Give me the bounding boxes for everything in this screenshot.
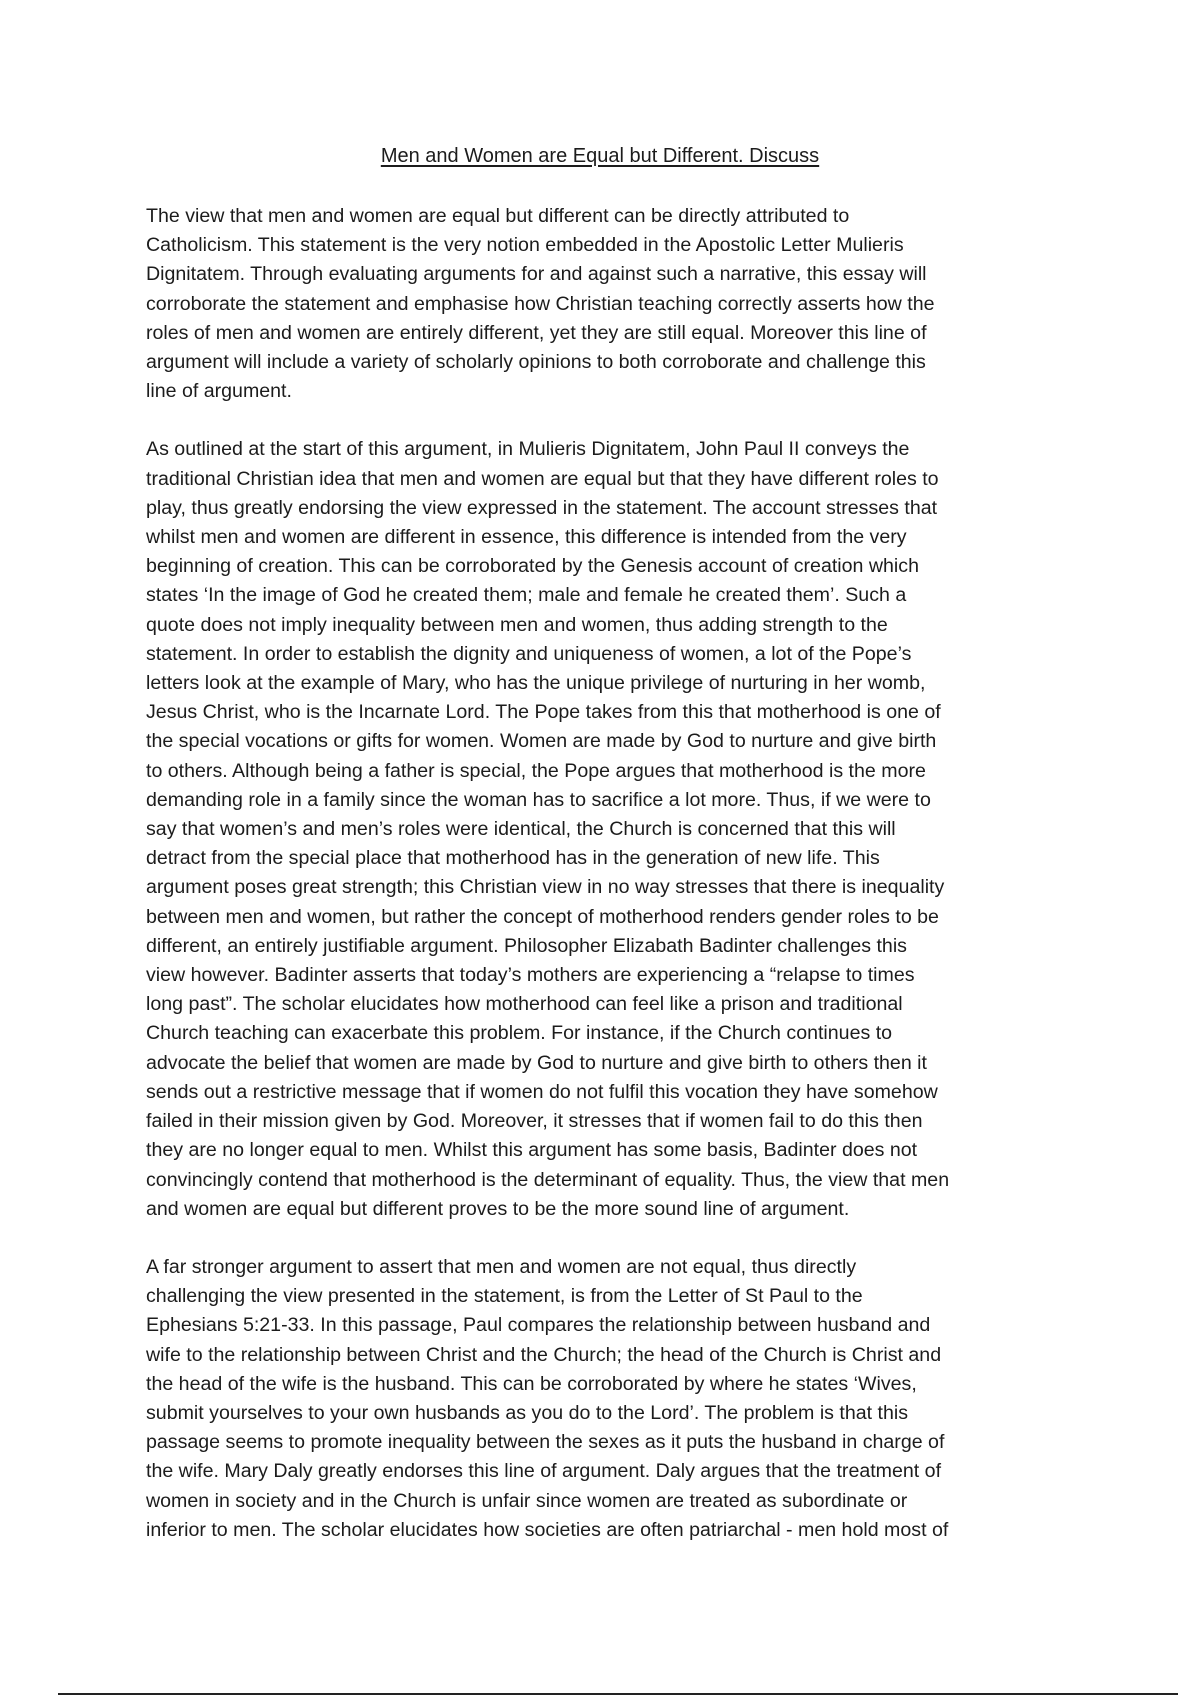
text-line: argument poses great strength; this Christian view in no way stresses that there is inequality [146, 876, 945, 899]
text-line: play, thus greatly endorsing the view expressed in the statement. The account stresses that [146, 496, 938, 519]
text-line: the special vocations or gifts for women. Women are made by God to nurture and give birth [146, 730, 937, 753]
text-line: between men and women, but rather the concept of motherhood renders gender roles to be [146, 905, 939, 928]
text-line: inferior to men. The scholar elucidates how societies are often patriarchal - men hold most of [146, 1518, 949, 1541]
text-line: Jesus Christ, who is the Incarnate Lord. The Pope takes from this that motherhood is one of [146, 701, 941, 724]
text-line: failed in their mission given by God. Moreover, it stresses that if women fail to do this then [146, 1110, 923, 1133]
paragraph-ephesians [146, 1253, 1076, 1545]
essay-body [146, 202, 1076, 1574]
text-line: detract from the special place that motherhood has in the generation of new life. This [146, 847, 880, 870]
text-line: the head of the wife is the husband. This can be corroborated by where he states ‘Wives, [146, 1372, 917, 1395]
text-line: quote does not imply inequality between men and women, thus adding strength to the [146, 613, 888, 636]
text-line: A far stronger argument to assert that men and women are not equal, thus directly [146, 1255, 857, 1278]
text-line: wife to the relationship between Christ and the Church; the head of the Church is Christ and [146, 1343, 942, 1366]
text-line: submit yourselves to your own husbands as you do to the Lord’. The problem is that this [146, 1401, 909, 1424]
text-line: advocate the belief that women are made by God to nurture and give birth to others then it [146, 1051, 927, 1074]
text-line: different, an entirely justifiable argument. Philosopher Elizabath Badinter challenges this [146, 934, 907, 957]
text-line: Dignitatem. Through evaluating arguments for and against such a narrative, this essay will [146, 263, 927, 286]
paragraph-introduction [146, 202, 1076, 406]
text-line: statement. In order to establish the dignity and uniqueness of women, a lot of the Pope’s [146, 642, 912, 665]
text-line: sends out a restrictive message that if women do not fulfil this vocation they have somehow [146, 1080, 938, 1103]
text-line: Ephesians 5:21-33. In this passage, Paul compares the relationship between husband and [146, 1314, 931, 1337]
text-line: traditional Christian idea that men and women are equal but that they have different roles to [146, 467, 939, 490]
document-title: Men and Women are Equal but Different. Discuss [380, 145, 820, 167]
page-bottom-divider [58, 1693, 1178, 1695]
text-line: The view that men and women are equal but different can be directly attributed to [146, 205, 850, 227]
text-line: line of argument. [146, 380, 292, 403]
text-line: Church teaching can exacerbate this problem. For instance, if the Church continues to [146, 1022, 893, 1045]
text-line: challenging the view presented in the statement, is from the Letter of St Paul to the [146, 1285, 863, 1308]
text-line: beginning of creation. This can be corroborated by the Genesis account of creation which [146, 555, 919, 578]
text-line: to others. Although being a father is special, the Pope argues that motherhood is the more [146, 759, 926, 782]
text-line: letters look at the example of Mary, who has the unique privilege of nurturing in her womb, [146, 672, 926, 695]
text-line: convincingly contend that motherhood is the determinant of equality. Thus, the view that men [146, 1168, 950, 1191]
text-line: passage seems to promote inequality between the sexes as it puts the husband in charge of [146, 1431, 945, 1454]
text-line: whilst men and women are different in essence, this difference is intended from the very [146, 526, 907, 549]
text-line: the wife. Mary Daly greatly endorses this line of argument. Daly argues that the treatment of [146, 1460, 942, 1483]
text-line: argument will include a variety of scholarly opinions to both corroborate and challenge this [146, 351, 926, 374]
text-line: long past”. The scholar elucidates how motherhood can feel like a prison and traditional [146, 993, 903, 1016]
text-line: say that women’s and men’s roles were identical, the Church is concerned that this will [146, 818, 896, 841]
paragraph-mulieris-dignitatem [146, 435, 1076, 1223]
text-line: view however. Badinter asserts that today’s mothers are experiencing a “relapse to times [146, 964, 915, 987]
text-line: roles of men and women are entirely different, yet they are still equal. Moreover this line of [146, 321, 927, 344]
text-line: corroborate the statement and emphasise how Christian teaching correctly asserts how the [146, 292, 935, 315]
text-line: demanding role in a family since the woman has to sacrifice a lot more. Thus, if we were to [146, 788, 931, 811]
text-line: states ‘In the image of God he created them; male and female he created them’. Such a [146, 584, 907, 607]
text-line: As outlined at the start of this argument, in Mulieris Dignitatem, John Paul II conveys the [146, 438, 910, 461]
text-line: Catholicism. This statement is the very notion embedded in the Apostolic Letter Mulieris [146, 234, 904, 257]
text-line: they are no longer equal to men. Whilst this argument has some basis, Badinter does not [146, 1139, 918, 1162]
text-line: women in society and in the Church is unfair since women are treated as subordinate or [146, 1489, 908, 1512]
text-line: and women are equal but different proves to be the more sound line of argument. [146, 1197, 850, 1220]
